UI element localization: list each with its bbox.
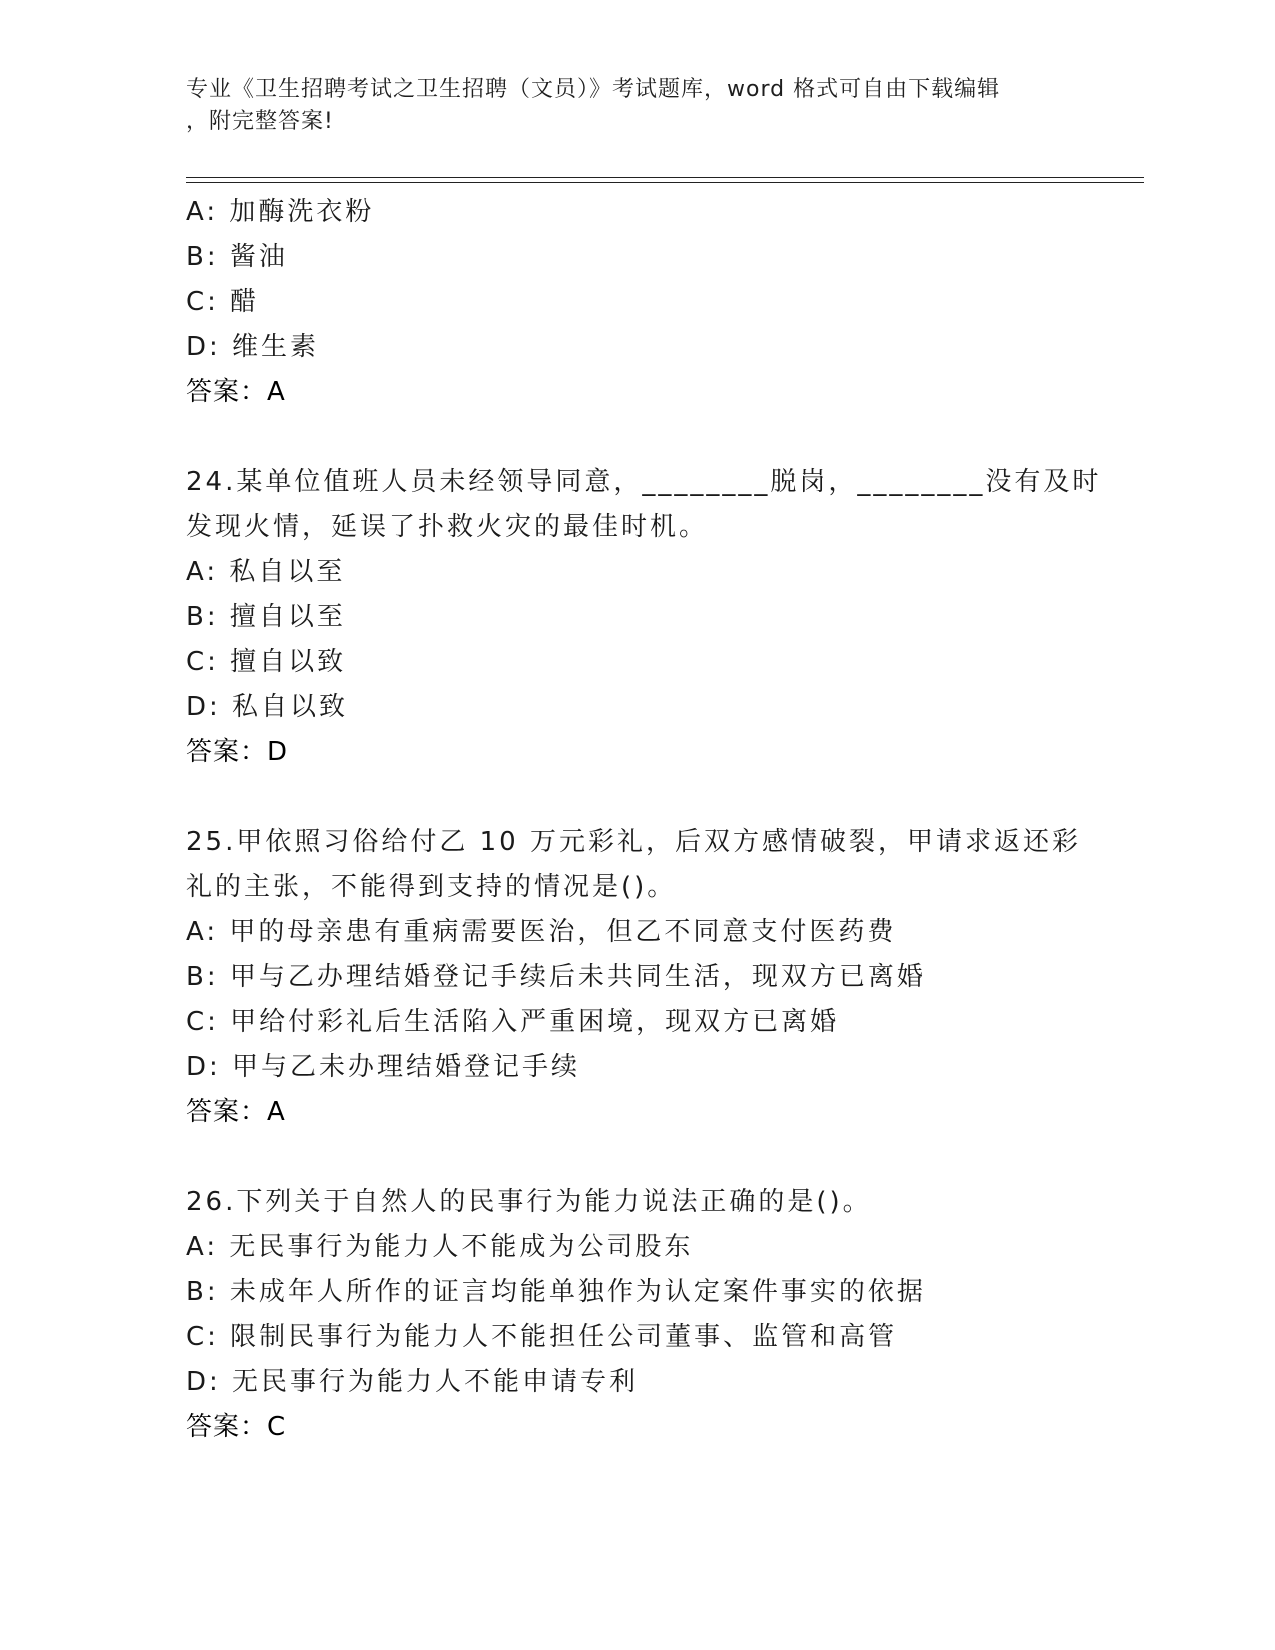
header-divider-top xyxy=(186,177,1144,178)
header-divider-bottom xyxy=(186,182,1144,183)
spacer xyxy=(186,415,1086,460)
option-a: A: 私自以至 xyxy=(186,557,346,587)
question-stem-line-1: 24.某单位值班人员未经领导同意，________脱岗，________没有及时 xyxy=(186,467,1102,497)
question-list xyxy=(186,190,1102,1450)
answer: 答案：D xyxy=(186,737,289,767)
answer: 答案：A xyxy=(186,1097,286,1127)
answer: 答案：C xyxy=(186,1412,287,1442)
option-a: A: 无民事行为能力人不能成为公司股东 xyxy=(186,1232,694,1262)
spacer xyxy=(186,775,1086,820)
option-c: C: 甲给付彩礼后生活陷入严重困境，现双方已离婚 xyxy=(186,1007,840,1037)
option-c: C: 擅自以致 xyxy=(186,647,347,677)
question-25 xyxy=(186,820,1086,1135)
option-d: D: 甲与乙未办理结婚登记手续 xyxy=(186,1052,581,1082)
answer: 答案：A xyxy=(186,377,286,407)
question-stem-line-2: 礼的主张，不能得到支持的情况是()。 xyxy=(186,872,677,902)
option-d: D: 维生素 xyxy=(186,332,320,362)
option-a: A: 加酶洗衣粉 xyxy=(186,197,375,227)
option-b: B: 甲与乙办理结婚登记手续后未共同生活，现双方已离婚 xyxy=(186,962,926,992)
question-26 xyxy=(186,1180,1086,1450)
question-stem-line-2: 发现火情，延误了扑救火灾的最佳时机。 xyxy=(186,512,709,542)
document-header xyxy=(186,74,1086,138)
question-23 xyxy=(186,190,1086,415)
option-b: B: 酱油 xyxy=(186,242,288,272)
question-24 xyxy=(186,460,1102,775)
option-a: A: 甲的母亲患有重病需要医治，但乙不同意支付医药费 xyxy=(186,917,897,947)
option-b: B: 擅自以至 xyxy=(186,602,346,632)
question-stem-line-1: 25.甲依照习俗给付乙 10 万元彩礼，后双方感情破裂，甲请求返还彩 xyxy=(186,827,1081,857)
header-line-2: ，附完整答案! xyxy=(186,109,334,134)
question-stem-line-1: 26.下列关于自然人的民事行为能力说法正确的是()。 xyxy=(186,1187,872,1217)
option-d: D: 无民事行为能力人不能申请专利 xyxy=(186,1367,639,1397)
spacer xyxy=(186,1135,1086,1180)
option-b: B: 未成年人所作的证言均能单独作为认定案件事实的依据 xyxy=(186,1277,926,1307)
header-line-1: 专业《卫生招聘考试之卫生招聘（文员）》考试题库，word 格式可自由下载编辑 xyxy=(186,77,1001,102)
option-c: C: 醋 xyxy=(186,287,260,317)
option-c: C: 限制民事行为能力人不能担任公司董事、监管和高管 xyxy=(186,1322,898,1352)
option-d: D: 私自以致 xyxy=(186,692,349,722)
